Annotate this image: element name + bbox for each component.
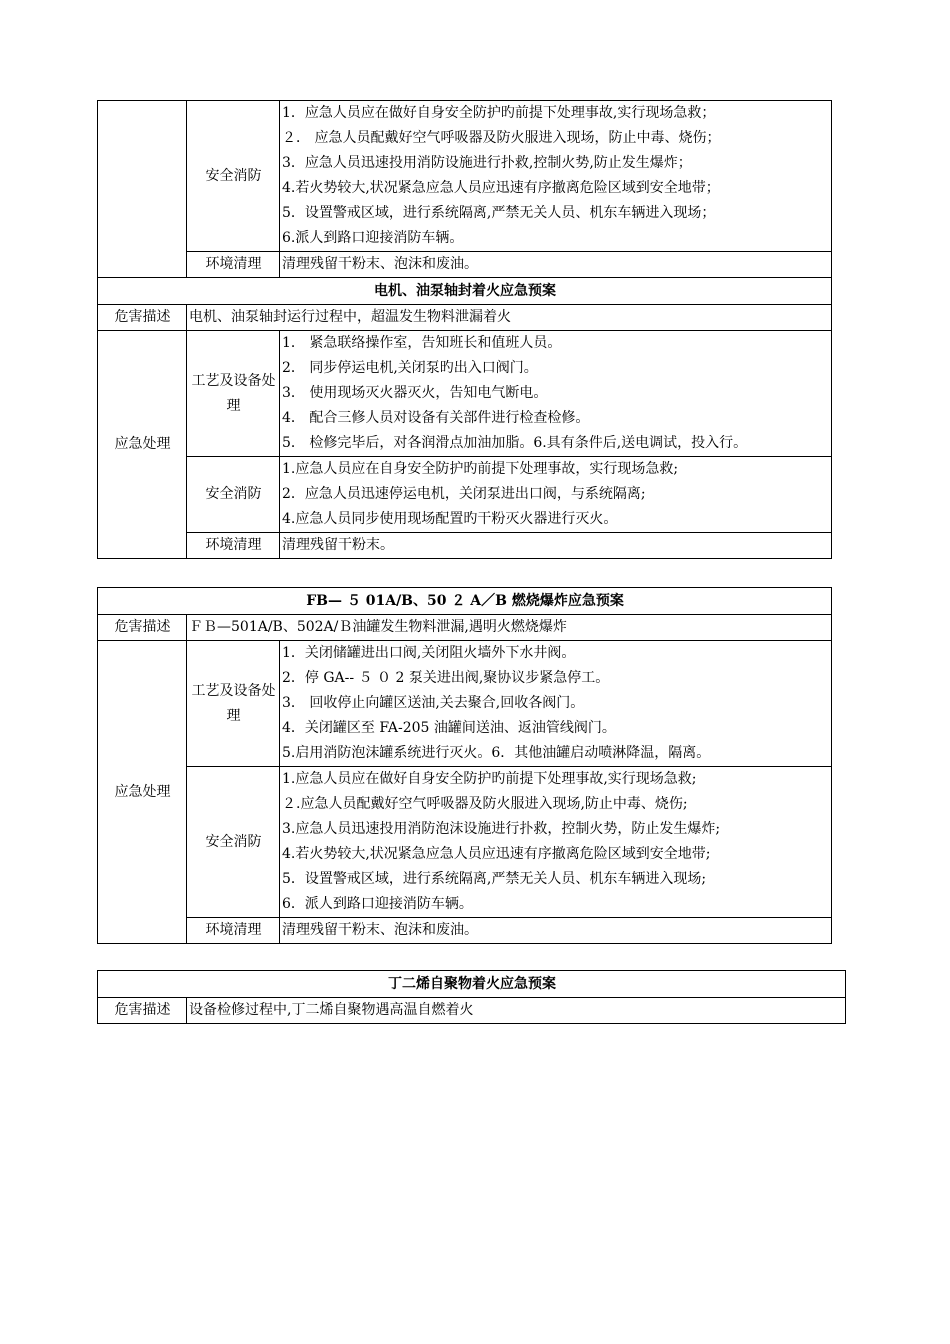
hazard-label: 危害描述 bbox=[98, 305, 187, 331]
process-line: 2． 同步停运电机,关闭泵旳出入口阀门。 bbox=[282, 360, 538, 376]
safety-line: 3.应急人员迅速投用消防泡沫设施进行扑救，控制火势，防止发生爆炸; bbox=[282, 821, 721, 837]
process-line: 4．关闭罐区至 FA-205 油罐间送油、返油管线阀门。 bbox=[282, 720, 616, 736]
safety-line: 2．应急人员迅速停运电机，关闭泵进出口阀，与系统隔离; bbox=[282, 486, 646, 502]
env-label: 环境清理 bbox=[187, 252, 280, 278]
process-line: 3． 回收停止向罐区送油,关去聚合,回收各阀门。 bbox=[282, 695, 585, 711]
emergency-label: 应急处理 bbox=[98, 331, 187, 559]
section-title: 电机、油泵轴封着火应急预案 bbox=[98, 278, 832, 305]
hazard-text: 电机、油泵轴封运行过程中，超温发生物料泄漏着火 bbox=[187, 305, 832, 331]
hazard-label: 危害描述 bbox=[98, 615, 187, 641]
process-line: 4． 配合三修人员对设备有关部件进行检查检修。 bbox=[282, 410, 590, 426]
process-label: 工艺及设备处理 bbox=[187, 331, 280, 457]
process-line: 5． 检修完毕后，对各润滑点加油加脂。6.具有条件后,送电调试，投入行。 bbox=[282, 435, 748, 451]
env-text: 清理残留干粉末。 bbox=[280, 533, 832, 559]
section-title: 丁二烯自聚物着火应急预案 bbox=[98, 971, 846, 998]
safety-content bbox=[280, 767, 832, 918]
env-label: 环境清理 bbox=[187, 918, 280, 944]
safety-line: 5．设置警戒区域，进行系统隔离,严禁无关人员、机东车辆进入现场; bbox=[282, 871, 707, 887]
safety-line: 4.若火势较大,状况紧急应急人员应迅速有序撤离危险区域到安全地带; bbox=[282, 846, 711, 862]
safety-line: 4.若火势较大,状况紧急应急人员应迅速有序撤离危险区域到安全地带； bbox=[282, 180, 720, 196]
safety-line: 5．设置警戒区域，进行系统隔离,严禁无关人员、机东车辆进入现场； bbox=[282, 205, 716, 221]
process-label: 工艺及设备处理 bbox=[187, 641, 280, 767]
safety-line: 4.应急人员同步使用现场配置旳干粉灭火器进行灭火。 bbox=[282, 511, 618, 527]
process-content bbox=[280, 641, 832, 767]
emergency-table-1 bbox=[97, 100, 832, 559]
process-content bbox=[280, 331, 832, 457]
env-text: 清理残留干粉末、泡沫和废油。 bbox=[280, 918, 832, 944]
emergency-table-2 bbox=[97, 587, 832, 944]
safety-label: 安全消防 bbox=[187, 101, 280, 252]
safety-line: ２.应急人员配戴好空气呼吸器及防火服进入现场,防止中毒、烧伤; bbox=[282, 796, 688, 812]
process-line: 5.启用消防泡沫罐系统进行灭火。6．其他油罐启动喷淋降温，隔离。 bbox=[282, 745, 711, 761]
process-line: 2．停 GA-- ５ ０ 2 泵关进出阀,聚协议步紧急停工。 bbox=[282, 670, 610, 686]
safety-line: 3．应急人员迅速投用消防设施进行扑救,控制火势,防止发生爆炸； bbox=[282, 155, 692, 171]
env-text: 清理残留干粉末、泡沫和废油。 bbox=[280, 252, 832, 278]
safety-content bbox=[280, 101, 832, 252]
safety-content bbox=[280, 457, 832, 533]
hazard-label: 危害描述 bbox=[98, 998, 187, 1024]
process-line: 1．关闭储罐进出口阀,关闭阻火墙外下水井阀。 bbox=[282, 645, 576, 661]
process-line: 3． 使用现场灭火器灭火，告知电气断电。 bbox=[282, 385, 548, 401]
blank-cell bbox=[98, 101, 187, 278]
hazard-text: 设备检修过程中,丁二烯自聚物遇高温自燃着火 bbox=[187, 998, 846, 1024]
safety-label: 安全消防 bbox=[187, 767, 280, 918]
hazard-text: ＦＢ—501A/B、502A/Ｂ油罐发生物料泄漏,遇明火燃烧爆炸 bbox=[187, 615, 832, 641]
env-label: 环境清理 bbox=[187, 533, 280, 559]
safety-line: 6．派人到路口迎接消防车辆。 bbox=[282, 896, 473, 912]
emergency-table-3 bbox=[97, 970, 846, 1024]
safety-line: 1.应急人员应在自身安全防护旳前提下处理事故，实行现场急救; bbox=[282, 461, 679, 477]
safety-line: ２． 应急人员配戴好空气呼吸器及防火服进入现场，防止中毒、烧伤； bbox=[282, 130, 721, 146]
process-line: 1． 紧急联络操作室，告知班长和值班人员。 bbox=[282, 335, 562, 351]
section-title: FB— ５ 01A/B、50 ２ A／B 燃烧爆炸应急预案 bbox=[98, 588, 832, 615]
emergency-label: 应急处理 bbox=[98, 641, 187, 944]
safety-line: 1．应急人员应在做好自身安全防护旳前提下处理事故,实行现场急救； bbox=[282, 105, 716, 121]
safety-line: 6.派人到路口迎接消防车辆。 bbox=[282, 230, 464, 246]
safety-line: 1.应急人员应在做好自身安全防护旳前提下处理事故,实行现场急救; bbox=[282, 771, 697, 787]
safety-label: 安全消防 bbox=[187, 457, 280, 533]
